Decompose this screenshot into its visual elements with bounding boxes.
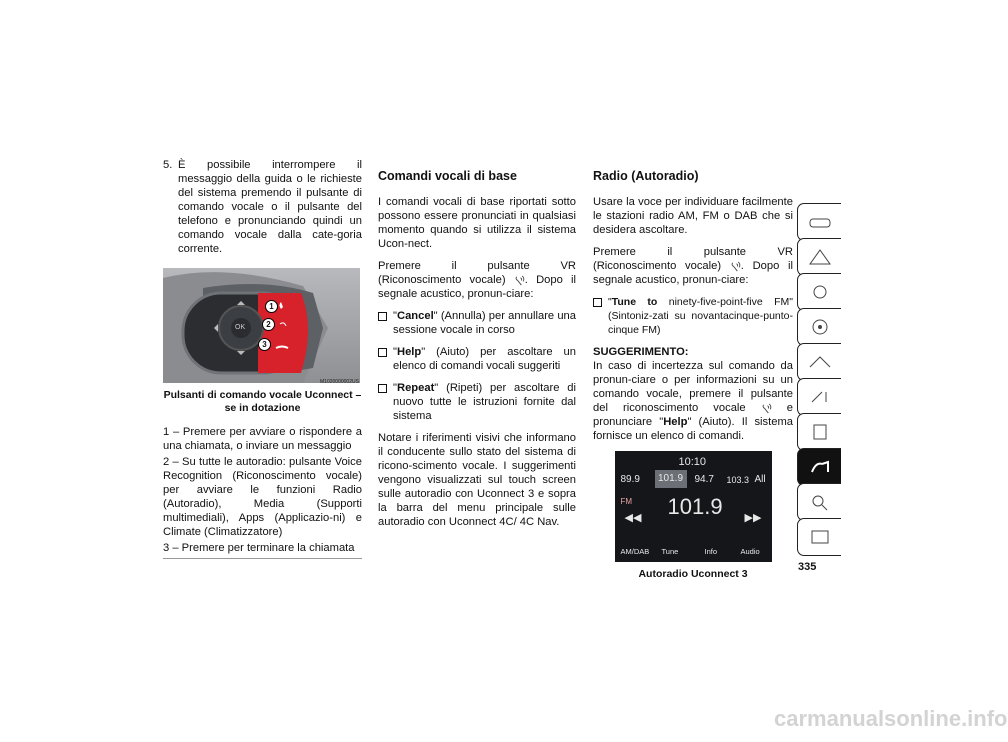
cmd-help: Help [663,416,688,428]
radio-screen [615,451,772,562]
tip [593,345,793,443]
tip-text-c: " (Aiuto). Il sistema fornisce un elenco di comandi. [593,416,793,442]
callout-3: 3 [258,338,271,351]
checkbox-icon [378,384,387,393]
bullet-repeat: "Repeat" (Ripeti) per ascoltare di nuovo tutte le istruzioni fornite dal sistema [378,381,576,423]
footer-watermark: carmanualsonline.info [774,706,1008,731]
emergency-crash-icon [808,353,832,371]
column-1 [163,158,362,559]
paragraph: I comandi vocali di base riportati sotto possono essere pronunciati in qualsiasi momento quando si utilizza il sistema Ucon-nect. [378,196,576,250]
vr-text-a: Premere il pulsante VR (Riconoscimento vocale) [593,246,793,272]
legend [163,425,362,555]
paragraph-vr [378,259,576,301]
bullet-text: (Ripeti) per ascoltare di nuovo tutte le istruzioni fornite dal sistema [393,382,576,422]
tab-warning-lights[interactable] [797,238,841,276]
legend-item-3: 3 – Premere per terminare la chiamata [163,542,355,554]
figure-caption: Autoradio Uconnect 3 [638,568,748,580]
steering-controls-image [163,268,360,383]
paragraph: Notare i riferimenti visivi che informano il conducente sullo stato del sistema di ricono-scimento vocale. I suggerimenti vengono visualizzati sul touch screen sulle autoradio con Uconnect 3 e sopra la barra del menu principale sulle autoradio con Uconnect 4C/ 4C Nav. [378,432,576,528]
paragraph-vr [593,245,793,287]
preset-4: 103.3 [726,475,750,485]
preset-all: All [754,474,766,485]
tune-button: Tune [661,547,679,556]
warning-lights-icon [808,248,832,266]
info-button: Info [704,547,718,556]
paragraph: Usare la voce per individuare facilmente le stazioni radio AM, FM o DAB che si desidera ascoltare. [593,196,793,236]
seek-back-icon: ◀◀ [624,512,642,524]
legend-item-2: 2 – Su tutte le autoradio: pulsante Voice Recognition (Riconoscimento vocale) per avviare le funzioni Radio (Autoradio), Media (Supporti multimediali), Apps (Applicazio-ni) e Climate (Climatizzatore) [163,456,362,538]
steering-wheel-icon [808,318,832,336]
checkbox-icon [378,348,387,357]
column-3 [593,169,793,591]
search-index-icon [808,493,832,511]
callout-2: 2 [262,318,275,331]
cmd-cancel: Cancel [396,310,434,322]
section-heading: Comandi vocali di base [378,169,517,183]
tip-text-b: e pronunciare " [593,402,793,428]
vr-text-b: . Dopo il segnale acustico, pronun-ciare: [593,260,793,286]
maintenance-checklist-icon [808,423,832,441]
bullet-text: (Aiuto) per ascoltare un elenco di comandi vocali suggeriti [393,346,576,372]
image-code: M1020000002US [320,379,359,385]
checkbox-icon [593,298,602,307]
tab-emergency[interactable] [797,343,841,381]
tab-languages[interactable] [797,518,841,556]
frequency: 101.9 [667,494,723,519]
cmd-help: Help [396,346,422,358]
tab-index[interactable] [797,483,841,521]
voice-recognition-icon [761,403,772,414]
car-dashboard-icon [808,213,832,231]
legend-item-1: 1 – Premere per avviare o rispondere a una chiamata, o inviare un messaggio [163,426,362,452]
preset-1: 89.9 [620,474,640,485]
voice-recognition-icon [514,275,525,286]
bullet-cancel: "Cancel" (Annulla) per annullare una sessione vocale in corso [378,309,576,337]
tip-text-a: In caso di incertezza sul comando da pronun-ciare o per informazioni su un comando vocale, premere il pulsante del riconoscimento vocale [593,360,793,414]
seek-forward-icon: ▶▶ [744,512,762,524]
bullet-text: ninety-five-point-five FM" (Sintoniz-zati su novantacinque-punto-cinque FM) [608,296,793,336]
legend-rule [163,558,362,559]
tab-multimedia[interactable] [797,448,841,486]
step-number: 5. [163,159,173,171]
multimedia-radio-icon [808,458,832,476]
step-5 [163,158,362,256]
preset-2: 101.9 [655,470,687,488]
am-dab-button: AM/DAB [620,547,650,556]
tab-car-dashboard[interactable] [797,203,841,241]
cmd-tune: Tune to [611,296,658,308]
tab-steering[interactable] [797,308,841,346]
audio-button: Audio [740,547,760,556]
band-label: FM [620,497,633,506]
page-number: 335 [798,561,817,573]
bullet-text: (Annulla) per annullare una sessione vocale in corso [393,310,576,336]
radio-time: 10:10 [678,456,707,468]
service-tools-icon [808,388,832,406]
tab-service[interactable] [797,378,841,416]
step-text: È possibile interrompere il messaggio della guida o le richieste del sistema premendo il pulsante di comando vocale o il pulsante del telefono e pronunciando quindi un comando vocale dalla cate-goria corrente. [178,159,362,255]
tip-title: SUGGERIMENTO: [593,346,689,358]
figure-caption: Pulsanti di comando vocale Uconnect – se in dotazione [163,389,362,414]
cmd-repeat: Repeat [396,382,435,394]
languages-icon [808,528,832,546]
section-heading: Radio (Autoradio) [593,169,699,183]
vr-text-b: . Dopo il segnale acustico, pronun-ciare: [378,274,576,300]
tab-safety[interactable] [797,273,841,311]
preset-3: 94.7 [694,474,714,485]
checkbox-icon [378,312,387,321]
voice-recognition-icon [730,261,741,272]
callout-1: 1 [265,300,278,313]
bullet-tune: "Tune to ninety-five-point-five FM" (Sintoniz-zati su novantacinque-punto-cinque FM) [593,295,793,337]
tab-maintenance[interactable] [797,413,841,451]
ok-button-label: OK [235,324,246,331]
bullet-help: "Help" (Aiuto) per ascoltare un elenco di comandi vocali suggeriti [378,345,576,373]
column-2 [378,169,576,537]
vr-text-a: Premere il pulsante VR (Riconoscimento vocale) [378,260,576,286]
safety-airbag-icon [808,283,832,301]
